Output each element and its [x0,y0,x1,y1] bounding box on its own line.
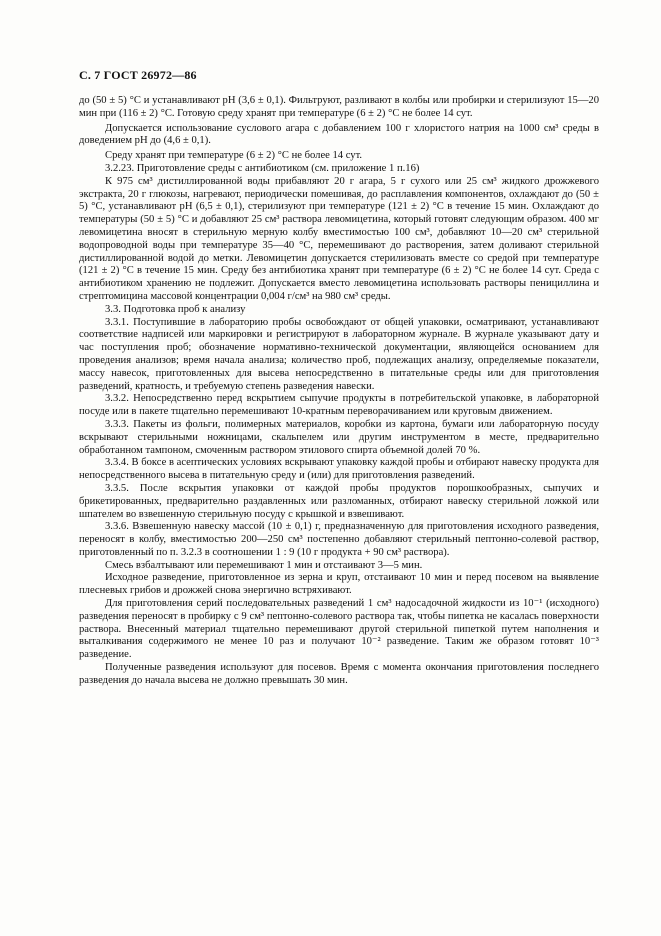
paragraph: Допускается использование суслового агара с добавлением 100 г хлористого натрия на 1000 см³ среды в доведением pH до (4,6 ± 0,1). [79,122,599,147]
paragraph: Смесь взбалтывают или перемешивают 1 мин и отстаивают 3—5 мин. [105,559,423,571]
paragraph: Среду хранят при температуре (6 ± 2) °С не более 14 сут. [105,150,363,162]
paragraph: до (50 ± 5) °С и устанавливают pH (3,6 ± 0,1). Фильтруют, разливают в колбы или пробирки и стерилизуют 15—20 мин при (116 ± 2) °С. Готовую среду хранят при температуре (6 ± 2) °С не более 14 сут. [79,95,599,119]
paragraph: 3.3.4. В боксе в асептических условиях вскрывают упаковку каждой пробы и отбирают навеску продукта для непосредственного высева в питательную среду и (или) для приготовления разведений. [79,457,599,482]
paragraph: Исходное разведение, приготовленное из зерна и круп, отстаивают 10 мин и перед посевом на выявление плесневых грибов и дрожжей снова энергично встряхивают. [79,572,599,597]
paragraph: Для приготовления серий последовательных разведений 1 см³ надосадочной жидкости из 10⁻¹ (исходного) разведения переносят в пробирку с 9 см³ пептонно-солевого раствора так, чтобы пипетка не касалась поверхности раствора. Внесенный материал тщательно перемешивают другой стерильной пипеткой путем наполнения и выталкивания содержимого не менее 10 раз и получают 10⁻² разведение. Таким же образом готовят 10⁻³ разведение. [79,598,599,661]
section-heading: 3.2.23. Приготовление среды с антибиотиком (см. приложение 1 п.16) [105,162,420,174]
paragraph: 3.3.3. Пакеты из фольги, полимерных материалов, коробки из картона, бумаги или лабораторную посуду вскрывают стерильными ножницами, скальпелем или другим инструментом в месте, предварительно обработанном тампоном, смоченным раствором этилового спирта объемной долей 70 %. [79,418,599,456]
paragraph: 3.3.2. Непосредственно перед вскрытием сыпучие продукты в потребительской упаковке, в лабораторной посуде или в пакете тщательно перемешивают 10-кратным переворачиванием или круговым движением. [79,393,599,418]
paragraph: 3.3.5. После вскрытия упаковки от каждой пробы продуктов порошкообразных, сыпучих и брикетированных, предварительно раздавленных или разломанных, отбирают навеску стерильной ложкой или шпателем во взвешенную стерильную посуду с крышкой и взвешивают. [79,482,599,520]
document-body [79,95,599,688]
paragraph: 3.3.1. Поступившие в лабораторию пробы освобождают от общей упаковки, осматривают, устанавливают соответствие надписей или маркировки и регистрируют в лабораторном журнале. В журнале указывают дату и час поступления проб; обозначение нормативно-технической документации, являющейся основанием для проведения анализов; время начала анализа; количество проб, подлежащих анализу, определяемые показатели, массу навесок, приготовленных для высева непосредственно в питательные среды или для приготовления разведений, кратность, и требуемую степень разведения навески. [79,316,599,392]
paragraph: Полученные разведения используют для посевов. Время с момента окончания приготовления последнего разведения до начала высева не должно превышать 30 мин. [79,662,599,686]
section-heading: 3.3. Подготовка проб к анализу [105,303,246,315]
paragraph: К 975 см³ дистиллированной воды прибавляют 20 г агара, 5 г сухого или 25 см³ жидкого дрожжевого экстракта, 20 г глюкозы, нагревают, периодически помешивая, до расплавления компонентов, охлаждают до (50 ± 5) °С, устанавливают pH (6,5 ± 0,1), стерилизуют при температуре (121 ± 2) °С в течение 15 мин. Охлаждают до температуры (50 ± 5) °С и добавляют 25 см³ раствора левомицетина, который готовят следующим образом. 400 мг левомицетина вносят в стерильную мерную колбу вместимостью 100 см³, добавляют 10—20 см³ стерильной водопроводной воды при температуре 35—40 °С, перемешивают до растворения, затем доливают стерильной дистиллированной водой до метки. Левомицетин допускается стерилизовать вместе со средой при температуре (121 ± 2) °С в течение 15 мин. Среду без антибиотика хранят при температуре (6 ± 2) °С не более 14 сут. Среда с антибиотиком хранению не подлежит. Допускается вместо левомицетина использовать растворы пенициллина и стрептомицина массовой концентрации 0,004 г/см³ на 980 см³ среды. [79,175,599,302]
page-header: С. 7 ГОСТ 26972—86 [79,68,197,82]
paragraph: 3.3.6. Взвешенную навеску массой (10 ± 0,1) г, предназначенную для приготовления исходного разведения, переносят в колбу, вместимостью 200—250 см³ постепенно добавляют стерильный пептонно-солевой раствор, приготовленный по п. 3.2.3 в соотношении 1 : 9 (10 г продукта + 90 см³ раствора). [79,521,599,558]
